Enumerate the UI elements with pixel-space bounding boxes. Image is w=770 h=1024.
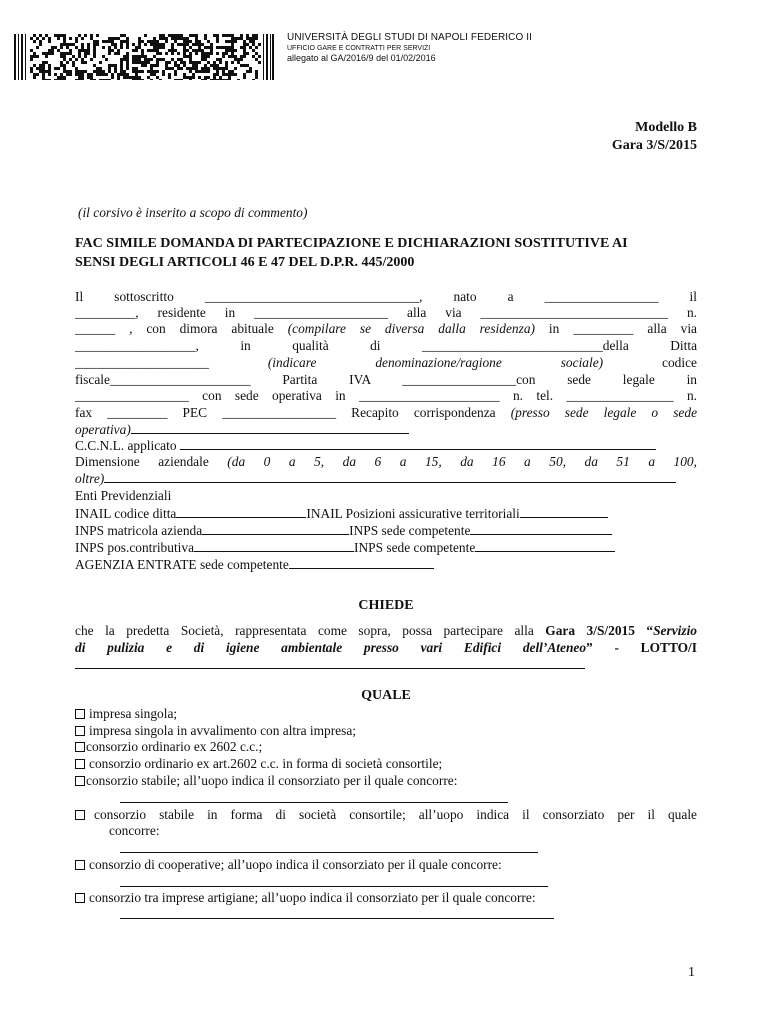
phone-field[interactable]: ________________	[566, 388, 674, 403]
form-line-13: Enti Previdenziali	[75, 488, 172, 503]
form-line-6: fiscale_____________________ Partita IVA _________________con sede legale in	[75, 372, 697, 387]
dimora-field[interactable]: _________	[573, 321, 634, 336]
form-line-11: Dimensione aziendale (da 0 a 5, da 6 a 15, da 16 a 50, da 51 a 100,	[75, 454, 697, 469]
operative-seat-field[interactable]: _____________________	[359, 388, 500, 403]
checkbox[interactable]	[75, 742, 85, 752]
ccnl-field[interactable]	[180, 437, 656, 450]
inps-seat-field-2[interactable]	[475, 539, 615, 552]
birthplace-field[interactable]: _________________	[544, 289, 659, 304]
option-impresa-singola: impresa singola;	[75, 706, 177, 722]
option-consorzio-stabile: consorzio stabile; all’uopo indica il consorziato per il quale concorre:	[75, 773, 457, 789]
pec-field[interactable]: _________________	[222, 405, 337, 420]
form-line-1: Il sottoscritto ________________________________, nato a _________________ il	[75, 289, 697, 304]
chiede-heading: CHIEDE	[358, 598, 414, 613]
checkbox[interactable]	[75, 893, 85, 903]
vat-field[interactable]: ______________	[402, 372, 496, 387]
chiede-line-2: di pulizia e di igiene ambientale presso vari Edifici dell’Ateneo” - LOTTO/I	[75, 640, 697, 655]
quale-heading: QUALE	[361, 688, 411, 703]
inps-seat-field-1[interactable]	[470, 522, 612, 535]
consorziato-field-2[interactable]	[120, 852, 538, 853]
option-consorzio-stabile-societa-cont: concorre:	[109, 823, 160, 838]
inps-position-field[interactable]	[194, 539, 354, 552]
inail-code-field[interactable]	[176, 505, 306, 518]
option-consorzio-artigiane: consorzio tra imprese artigiane; all’uopo indica il consorziato per il quale concorre:	[75, 890, 536, 906]
form-line-14: INAIL codice ditta INAIL Posizioni assicurative territoriali	[75, 505, 697, 522]
fiscal-code-field[interactable]: fiscale_____________________	[75, 372, 251, 387]
university-name: UNIVERSITÀ DEGLI STUDI DI NAPOLI FEDERICO II	[287, 32, 532, 43]
option-consorzio-ordinario: consorzio ordinario ex 2602 c.c.;	[75, 739, 262, 755]
company-role-field[interactable]: ___________________________della	[421, 338, 629, 353]
tax-agency-field[interactable]	[289, 556, 434, 569]
form-line-15: INPS matricola azienda INPS sede competente	[75, 522, 697, 539]
gara-label: Gara 3/S/2015	[611, 138, 697, 153]
street-field[interactable]: ____________________________	[480, 305, 669, 320]
attachment-ref: allegato al GA/2016/9 del 01/02/2016	[287, 53, 436, 63]
form-line-17: AGENZIA ENTRATE sede competente	[75, 556, 697, 573]
form-line-8: fax _________ PEC _________________ Recapito corrispondenza (presso sede legale o sede	[75, 405, 698, 420]
form-line-16: INPS pos.contributiva INPS sede competente	[75, 539, 697, 556]
form-line-9: operativa)	[75, 421, 697, 438]
option-consorzio-stabile-societa: consorzio stabile in forma di società consortile; all’uopo indica il consorziato per il quale	[75, 807, 697, 823]
title-line-1: FAC SIMILE DOMANDA DI PARTECIPAZIONE E DICHIARAZIONI SOSTITUTIVE AI	[75, 236, 628, 251]
consorziato-field-1[interactable]	[120, 802, 508, 803]
page-number: 1	[688, 965, 695, 980]
correspondence-field[interactable]	[131, 421, 409, 434]
form-line-12: oltre)	[75, 470, 697, 487]
residence-field[interactable]: ____________________	[254, 305, 389, 320]
form-line-4: __________________, in qualità di ___________________________della Ditta	[75, 338, 698, 353]
barcode	[14, 34, 274, 80]
checkbox[interactable]	[75, 860, 85, 870]
checkbox[interactable]	[75, 810, 85, 820]
checkbox[interactable]	[75, 776, 85, 786]
form-line-5: ____________________ (indicare denominazione/ragione sociale) codice	[75, 355, 697, 370]
lotto-field[interactable]	[75, 668, 585, 669]
checkbox[interactable]	[75, 709, 85, 719]
birthdate-field[interactable]: _________, residente in	[75, 305, 255, 320]
form-line-3: ______ , con dimora abituale (compilare se diversa dalla residenza) in _________ alla via	[75, 321, 697, 336]
option-impresa-avvalimento: impresa singola in avvalimento con altra impresa;	[75, 723, 356, 739]
company-name-field[interactable]: ____________________	[75, 355, 209, 370]
company-size-field[interactable]	[104, 470, 676, 483]
form-line-2: _________, residente in ____________________ alla via ____________________________ n.	[75, 305, 697, 320]
checkbox[interactable]	[75, 726, 85, 736]
fax-field[interactable]: _________	[107, 405, 168, 420]
title-line-2: SENSI DEGLI ARTICOLI 46 E 47 DEL D.P.R. 445/2000	[75, 255, 415, 270]
consorziato-field-4[interactable]	[120, 918, 554, 919]
consorziato-field-3[interactable]	[120, 886, 548, 887]
checkbox[interactable]	[75, 759, 85, 769]
form-line-10: C.C.N.L. applicato	[75, 437, 697, 454]
italic-note: (il corsivo è inserito a scopo di commento)	[78, 205, 308, 220]
office-name: UFFICIO GARE E CONTRATTI PER SERVIZI	[287, 45, 431, 52]
inail-positions-field[interactable]	[520, 505, 608, 518]
form-line-7: _________________ con sede operativa in _____________________ n. tel. ________________ n.	[75, 388, 697, 403]
name-field[interactable]: ________________________________	[204, 289, 420, 304]
inps-matricola-field[interactable]	[202, 522, 349, 535]
option-consorzio-societa: consorzio ordinario ex art.2602 c.c. in forma di società consortile;	[75, 756, 442, 772]
option-consorzio-cooperative: consorzio di cooperative; all’uopo indica il consorziato per il quale concorre:	[75, 857, 502, 873]
model-label: Modello B	[635, 120, 697, 135]
chiede-line-1: che la predetta Società, rappresentata come sopra, possa partecipare alla Gara 3/S/2015 “Servizio	[75, 623, 697, 638]
